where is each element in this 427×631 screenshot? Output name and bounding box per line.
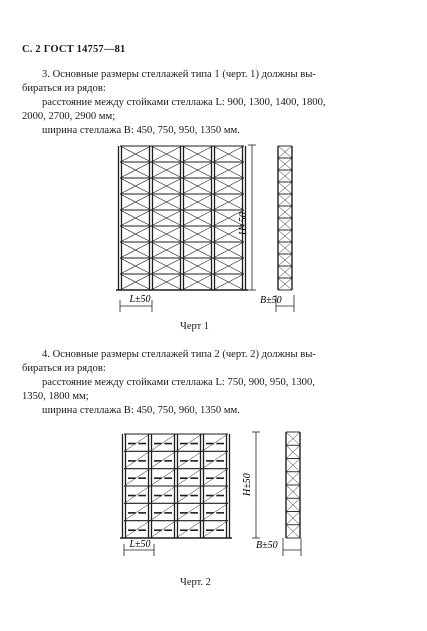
figure-2-caption: Черт. 2 bbox=[180, 577, 211, 588]
rack-brace bbox=[176, 434, 202, 451]
rack-brace bbox=[176, 503, 202, 520]
rack-brace bbox=[176, 486, 202, 503]
figure-1-rack-drawing bbox=[110, 140, 310, 320]
section-3-line-1: 3. Основные размеры стеллажей типа 1 (черт. 1) должны вы- bbox=[42, 69, 316, 80]
rack-brace bbox=[150, 486, 176, 503]
figure-1-front-view bbox=[116, 146, 248, 290]
figure-2-front-view bbox=[120, 434, 232, 538]
section-4-line-1: 4. Основные размеры стеллажей типа 2 (черт. 2) должны вы- bbox=[42, 349, 316, 360]
section-3-text bbox=[22, 68, 406, 138]
rack-brace bbox=[202, 486, 228, 503]
figure-1-width-label: B±50 bbox=[260, 295, 282, 306]
rack-brace bbox=[202, 469, 228, 486]
section-3-line-3: расстояние между стойками стеллажа L: 900, 1300, 1400, 1800, bbox=[42, 97, 326, 108]
rack-brace bbox=[202, 503, 228, 520]
rack-brace bbox=[124, 434, 150, 451]
rack-brace bbox=[124, 451, 150, 468]
section-4-text bbox=[22, 348, 406, 418]
section-4-line-3: расстояние между стойками стеллажа L: 750, 900, 950, 1300, bbox=[42, 377, 315, 388]
rack-brace bbox=[176, 451, 202, 468]
page-header: С. 2 ГОСТ 14757—81 bbox=[22, 44, 126, 55]
rack-brace bbox=[150, 434, 176, 451]
figure-1-side-view bbox=[278, 146, 292, 290]
figure-2-length-label: L±50 bbox=[129, 539, 151, 550]
rack-brace bbox=[150, 521, 176, 538]
section-3-line-4: 2000, 2700, 2900 мм; bbox=[22, 111, 116, 122]
section-4-line-2: бираться из рядов: bbox=[22, 363, 106, 374]
rack-brace bbox=[124, 521, 150, 538]
rack-brace bbox=[150, 469, 176, 486]
rack-brace bbox=[202, 434, 228, 451]
section-3-line-2: бираться из рядов: bbox=[22, 83, 106, 94]
figure-1-height-label: H±50 bbox=[238, 212, 249, 235]
rack-brace bbox=[176, 469, 202, 486]
section-4-line-4: 1350, 1800 мм; bbox=[22, 391, 89, 402]
rack-brace bbox=[124, 486, 150, 503]
section-4-line-5: ширина стеллажа B: 450, 750, 960, 1350 мм. bbox=[42, 405, 240, 416]
rack-brace bbox=[176, 521, 202, 538]
section-3-line-5: ширина стеллажа B: 450, 750, 950, 1350 мм. bbox=[42, 125, 240, 136]
rack-brace bbox=[124, 469, 150, 486]
figure-1-length-label: L±50 bbox=[129, 294, 151, 305]
rack-brace bbox=[150, 503, 176, 520]
rack-brace bbox=[202, 521, 228, 538]
figure-2-side-view bbox=[286, 432, 300, 538]
rack-brace bbox=[202, 451, 228, 468]
rack-brace bbox=[124, 503, 150, 520]
figure-2-width-label: B±50 bbox=[256, 540, 278, 551]
figure-1-caption: Черт 1 bbox=[180, 321, 210, 332]
rack-brace bbox=[150, 451, 176, 468]
figure-2-height-label: H±50 bbox=[242, 473, 253, 496]
figure-2-rack-drawing bbox=[118, 426, 318, 568]
